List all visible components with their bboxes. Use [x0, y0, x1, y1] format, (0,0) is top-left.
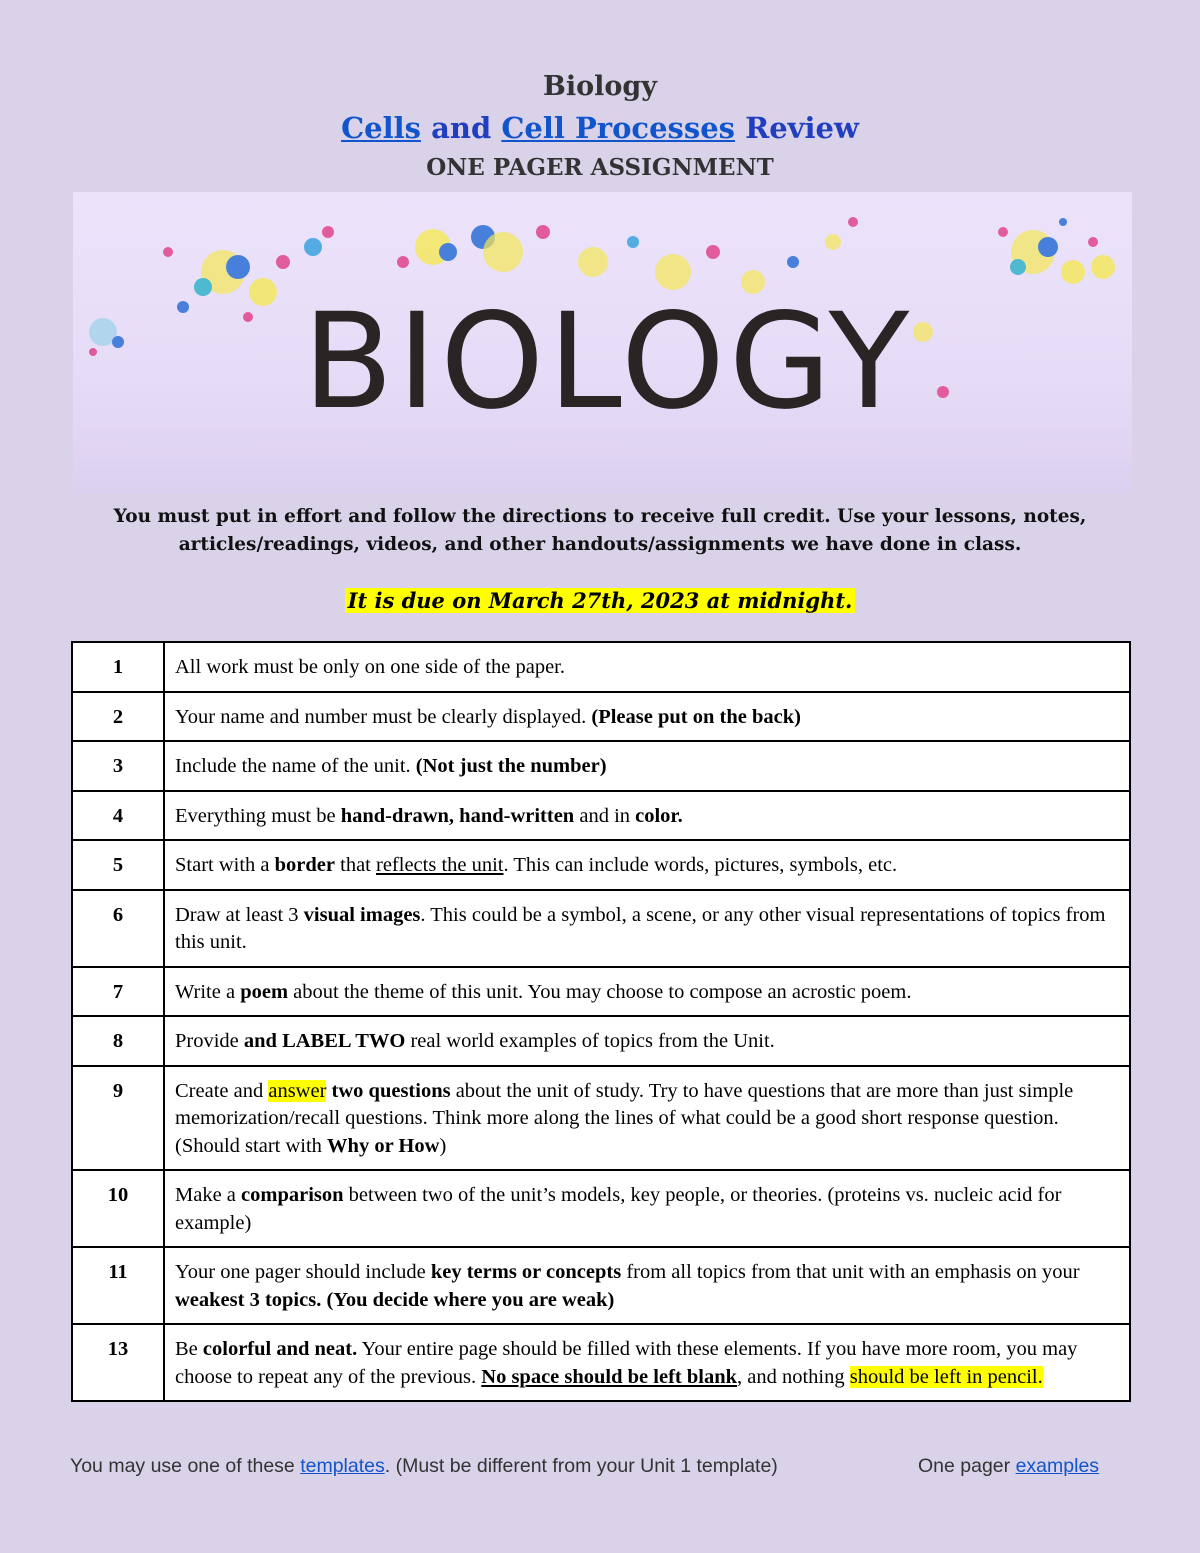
paint-splatter-art	[73, 192, 1132, 494]
footer-suffix: . (Must be different from your Unit 1 template)	[384, 1455, 778, 1477]
cell-processes-link[interactable]: Cell Processes	[501, 111, 735, 145]
rule-text-segment: Start with a	[175, 854, 275, 876]
rule-number: 3	[72, 741, 164, 791]
rule-text-segment: about the unit of study. Try to have questions that are more than just simple memorization/recall questions. Think more along the lines of what could be a good short response question. (Should start with	[175, 1079, 1074, 1157]
rule-text-segment: about the theme of this unit. You may choose to compose an acrostic poem.	[288, 980, 912, 1003]
rule-text-segment: that	[335, 854, 376, 876]
document-header	[0, 68, 1200, 186]
rule-text	[164, 692, 1130, 742]
subject-heading: Biology	[543, 71, 657, 102]
rule-text	[164, 1016, 1130, 1066]
rule-text-segment: weakest 3 topics. (You decide where you are weak)	[175, 1288, 615, 1311]
table-row	[72, 967, 1130, 1017]
rule-text	[164, 890, 1130, 967]
rule-text	[164, 840, 1130, 890]
table-row	[72, 840, 1130, 890]
table-row	[72, 890, 1130, 967]
rule-text	[164, 1324, 1130, 1401]
templates-link[interactable]: templates	[300, 1455, 385, 1477]
rule-text	[164, 642, 1130, 692]
title-and: and	[431, 111, 492, 145]
rule-text-segment: should be left in pencil.	[849, 1365, 1043, 1388]
table-row	[72, 642, 1130, 692]
requirements-table	[71, 641, 1131, 1402]
rule-text-segment: two questions	[326, 1079, 451, 1102]
rule-text-segment: Make a	[175, 1184, 242, 1206]
intro-text	[100, 503, 1100, 559]
intro-line-2: articles/readings, videos, and other handouts/assignments we have done in class.	[178, 534, 1022, 555]
rule-text-segment: Your entire page should be filled with these elements. If you have more room, you may choose to repeat any of the previous.	[175, 1338, 1078, 1388]
rule-text-segment: Be	[175, 1338, 203, 1360]
rule-text-segment: real world examples of topics from the Unit.	[405, 1030, 775, 1052]
rule-number: 10	[72, 1170, 164, 1247]
rule-text-segment: All work must be only on one side of the paper.	[175, 656, 566, 678]
rule-text-segment: Provide	[175, 1030, 244, 1052]
table-row	[72, 1247, 1130, 1324]
rule-text	[164, 1066, 1130, 1171]
rule-text-segment: border	[274, 854, 335, 876]
rule-number: 5	[72, 840, 164, 890]
table-row	[72, 1066, 1130, 1171]
table-row	[72, 1324, 1130, 1401]
table-row	[72, 791, 1130, 841]
due-date	[0, 588, 1200, 613]
rule-text-segment: Draw at least 3	[175, 903, 304, 926]
rule-text-segment: Everything must be	[175, 804, 341, 827]
footer	[70, 1455, 1130, 1478]
rule-text-segment: . This could be a symbol, a scene, or any other visual representations of topics from this unit.	[175, 903, 1106, 953]
rule-text	[164, 741, 1130, 791]
rule-number: 8	[72, 1016, 164, 1066]
rule-text-segment: and LABEL TWO	[243, 1030, 406, 1052]
rule-text-segment: reflects the unit	[376, 854, 504, 876]
cells-link[interactable]: Cells	[341, 111, 421, 145]
rule-number: 7	[72, 967, 164, 1017]
rule-text-segment: key terms or concepts	[430, 1261, 622, 1283]
rule-text-segment: Your one pager should include	[175, 1261, 431, 1283]
rule-text	[164, 1170, 1130, 1247]
rule-text-segment: poem	[240, 980, 289, 1003]
due-date-text: It is due on March 27th, 2023 at midnight.	[345, 588, 856, 613]
rule-text-segment: answer	[268, 1079, 327, 1102]
title-review: Review	[745, 111, 859, 145]
assignment-heading: ONE PAGER ASSIGNMENT	[426, 154, 774, 181]
rule-number: 9	[72, 1066, 164, 1171]
rule-number: 13	[72, 1324, 164, 1401]
rule-text	[164, 967, 1130, 1017]
rule-text-segment: No space should be left blank	[481, 1365, 737, 1388]
banner-word: BIOLOGY	[302, 285, 914, 439]
rule-text-segment: (Not just the number)	[415, 755, 607, 777]
table-row	[72, 692, 1130, 742]
rule-text-segment: from all topics from that unit with an emphasis on your	[621, 1261, 1080, 1283]
examples-prefix: One pager	[918, 1455, 1016, 1477]
biology-banner-image	[73, 192, 1132, 494]
table-row	[72, 741, 1130, 791]
rule-text-segment: colorful and neat.	[202, 1338, 358, 1360]
rule-number: 6	[72, 890, 164, 967]
table-row	[72, 1016, 1130, 1066]
page-title	[0, 106, 1200, 150]
rule-text-segment: Your name and number must be clearly displayed.	[175, 705, 592, 728]
rule-text	[164, 791, 1130, 841]
intro-line-1: You must put in effort and follow the directions to receive full credit. Use your lessons, notes,	[113, 506, 1087, 527]
table-row	[72, 1170, 1130, 1247]
rule-text-segment: hand-drawn, hand-written	[340, 804, 575, 827]
rule-text-segment: , and nothing	[737, 1365, 850, 1388]
rule-number: 4	[72, 791, 164, 841]
rule-number: 1	[72, 642, 164, 692]
examples-section	[918, 1455, 1099, 1478]
rule-text-segment: color.	[635, 804, 683, 827]
rule-text-segment: (Please put on the back)	[591, 705, 801, 728]
rule-text-segment: and in	[574, 804, 636, 827]
rule-number: 11	[72, 1247, 164, 1324]
examples-link[interactable]: examples	[1015, 1455, 1100, 1477]
rule-number: 2	[72, 692, 164, 742]
rule-text-segment: Create and	[175, 1079, 269, 1102]
rule-text-segment: between two of the unit’s models, key people, or theories. (proteins vs. nucleic acid for example)	[175, 1184, 1062, 1234]
rule-text-segment: visual images	[303, 903, 421, 926]
rule-text	[164, 1247, 1130, 1324]
rule-text-segment: Include the name of the unit.	[175, 755, 416, 777]
rule-text-segment: comparison	[241, 1184, 344, 1206]
rule-text-segment: Why or How	[327, 1134, 440, 1157]
rule-text-segment: Write a	[175, 980, 241, 1003]
rule-text-segment: . This can include words, pictures, symbols, etc.	[503, 854, 898, 876]
footer-prefix: You may use one of these	[70, 1455, 301, 1477]
rule-text-segment: )	[439, 1134, 447, 1157]
